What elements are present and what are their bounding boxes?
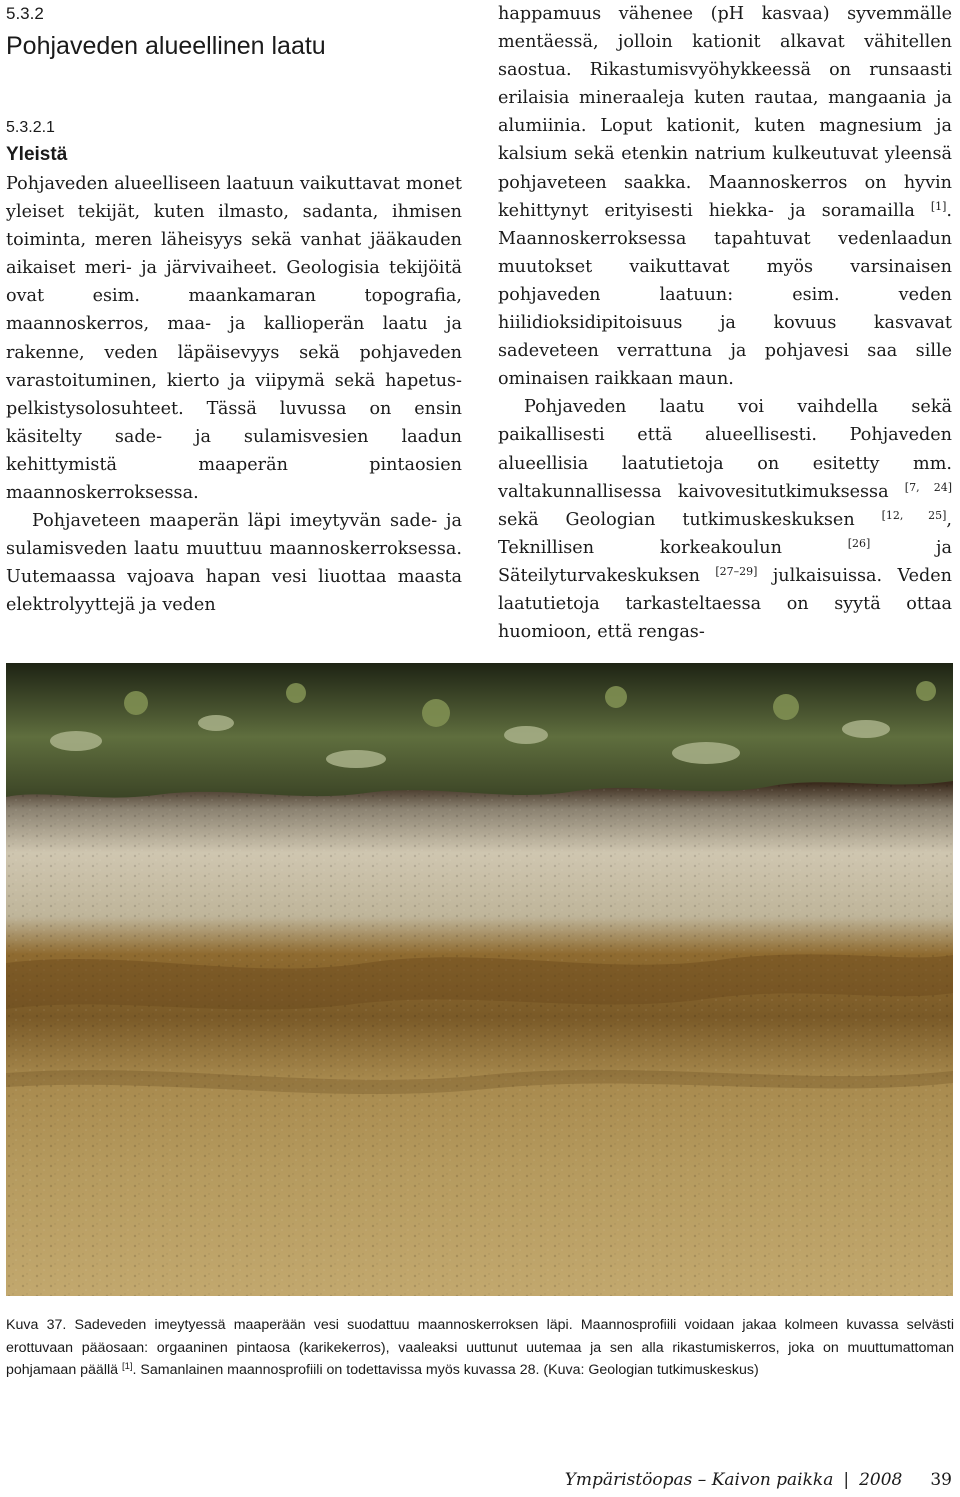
right-paragraph-2-text-b: sekä Geologian tutkimuskeskuksen [498,509,855,530]
footer-publication: Ympäristöopas – Kaivon paikka [564,1470,834,1490]
page-footer [565,1470,952,1490]
right-text-column [498,0,952,646]
right-paragraph-2-text-a: Pohjaveden laatu voi vaihdella sekä paikallisesti että alueellisesti. Pohjaveden alueellisia laatutietoja on esitetty mm. valtakunnallisessa kaivovesitutkimuksessa [498,397,952,502]
soil-profile-illustration [6,663,953,1296]
caption-reference: [1] [121,1361,133,1373]
caption-label: Kuva 37. [6,1317,67,1333]
reference-1: [1] [930,199,947,213]
footer-year: 2008 [859,1470,903,1490]
right-paragraph-1-text-b: . Maannoskerroksessa tapahtuvat vedenlaadun muutokset vaikuttavat myös varsinaisen pohjaveden laatuun: esim. veden hiilidioksidipitoisuus ja kovuus kasvavat sadeveteen verrattuna ja pohjavesi saa sille ominaisen raikkaan maun. [498,200,952,390]
left-paragraph-1: Pohjaveden alueelliseen laatuun vaikuttavat monet yleiset tekijät, kuten ilmasto, sadanta, ihmisen toiminta, meren läheisyys sekä vanhat jääkauden aikaiset meri- ja järvivaiheet. Geologisia tekijöitä ovat esim. maankamaran topografia, maannoskerros, maa- ja kallioperän laatu ja rakenne, veden läpäisevyys sekä pohjaveden varastoituminen, kierto ja viipymä sekä hapetus-pelkistysolosuhteet. Tässä luvussa on ensin käsitelty sade- ja sulamisvesien laadun kehittymistä maaperän pintaosien maannoskerroksessa. [6,174,462,504]
subsection-number: 5.3.2.1 [6,119,55,136]
section-title: Pohjaveden alueellinen laatu [6,32,326,60]
caption-text-a: Sadeveden imeytyessä maaperään vesi suodattuu maannoskerroksen läpi. Maannosprofiili voidaan jakaa kolmeen kuvassa selvästi erottuvaan pääosaan: orgaaninen pintaosa (karikekerros), vaaleaksi uuttunut uutemaa ja sen alla rikastumiskerros, joka on muuttumattoman pohjamaan päällä [6,1317,954,1379]
caption-text-b: . Samanlainen maannosprofiili on todettavissa myös kuvassa 28. (Kuva: Geologian tutkimuskeskus) [132,1362,759,1379]
reference-27-29: [27–29] [715,564,758,578]
footer-separator: | [843,1470,850,1490]
left-paragraph-2: Pohjaveteen maaperän läpi imeytyvän sade- ja sulamisveden laatu muuttuu maannoskerroksessa. Uutemaassa vajoava hapan vesi liuottaa maasta elektrolyyttejä ja veden [6,511,462,616]
subsection-title: Yleistä [6,144,68,165]
soil-profile-photo [6,663,953,1296]
right-paragraph-1-text-a: happamuus vähenee (pH kasvaa) syvemmälle mentäessä, jolloin kationit alkavat vähitellen saostua. Rikastumisvyöhykkeessä on runsaasti erilaisia mineraaleja kuten rautaa, mangaania ja alumiinia. Loput kationit, kuten magnesium ja kalsium sekä etenkin natrium kulkeutuvat yleensä pohjaveteen saakka. Maannoskerros on hyvin kehittynyt erityisesti hiekka- ja soramailla [498,4,952,221]
right-paragraph-2 [498,393,952,646]
right-paragraph-2-text-d: ja Säteilyturvakeskuksen [498,537,952,586]
page-number: 39 [930,1470,952,1490]
reference-26: [26] [847,536,871,550]
reference-7-24: [7, 24] [904,480,952,494]
reference-12-25: [12, 25] [881,508,947,522]
figure-caption [6,1314,954,1382]
right-paragraph-2-text-c: , Teknillisen korkeakoulun [498,509,953,558]
right-paragraph-1 [498,0,952,393]
section-number: 5.3.2 [6,4,44,23]
left-text-column [6,170,462,620]
right-paragraph-2-text-e: julkaisuissa. Veden laatutietoja tarkasteltaessa on syytä ottaa huomioon, että rengas- [498,565,953,643]
